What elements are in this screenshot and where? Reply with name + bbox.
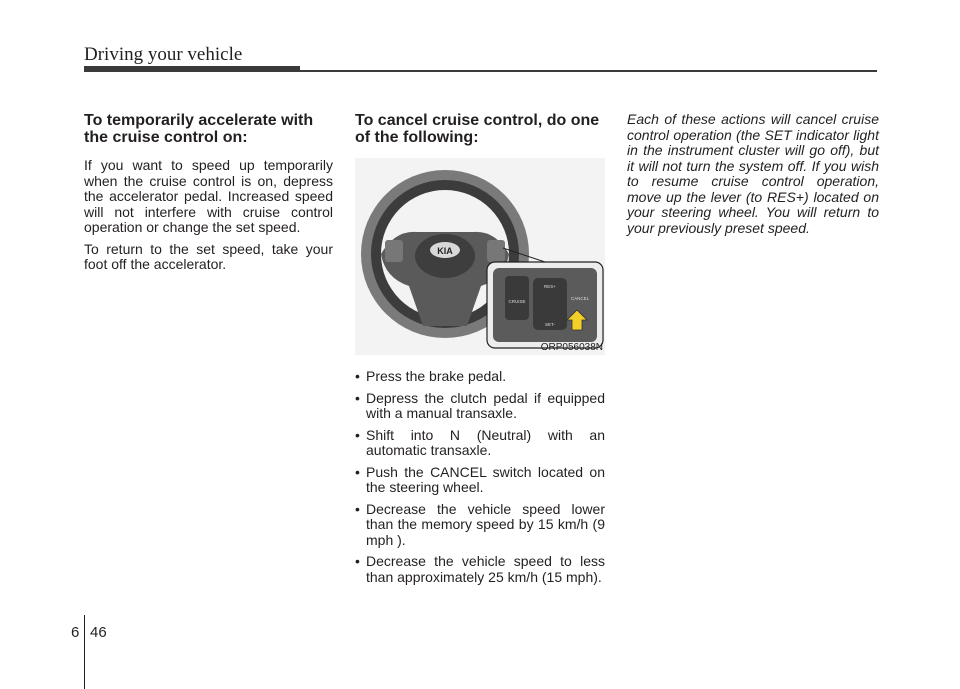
footer-divider — [84, 615, 85, 689]
figure-code: ORP056038N — [540, 342, 603, 353]
header-rule-thick — [84, 66, 300, 72]
res-label: RES+ — [544, 284, 556, 289]
section-heading-accelerate: To temporarily accelerate with the cruise control on: — [84, 112, 314, 146]
list-item: • Decrease the vehicle speed lower than the memory speed by 15 km/h (9 mph ). — [355, 500, 605, 548]
paragraph-return-speed: To return to the set speed, take your foot off the accelerator. — [84, 240, 333, 272]
steering-wheel-illustration — [355, 158, 605, 355]
cruise-button-label: CRUISE — [508, 299, 526, 304]
cancel-methods-list — [355, 369, 605, 585]
list-item: • Depress the clutch pedal if equipped with a manual transaxle. — [355, 389, 605, 421]
column-middle — [355, 112, 605, 591]
column-right — [627, 112, 879, 236]
header-rule-thin — [300, 70, 877, 72]
right-switch-cluster — [487, 240, 505, 262]
set-label: SET- — [544, 322, 556, 327]
steering-wheel-figure — [355, 158, 605, 355]
page-header-title: Driving your vehicle — [84, 44, 243, 65]
bullet-icon: • — [355, 463, 360, 480]
cancel-label: CANCEL — [570, 296, 590, 301]
list-item: • Shift into N (Neutral) with an automatic transaxle. — [355, 426, 605, 458]
left-switch-cluster — [385, 240, 403, 262]
page-number: 46 — [90, 624, 107, 641]
list-item: • Press the brake pedal. — [355, 368, 507, 384]
bullet-icon: • — [355, 553, 360, 569]
kia-logo-text: KIA — [437, 246, 453, 256]
chapter-number: 6 — [71, 624, 80, 641]
bullet-icon: • — [355, 500, 360, 517]
bullet-icon: • — [355, 389, 360, 406]
list-item: • Decrease the vehicle speed to less than approximately 25 km/h (15 mph). — [355, 553, 605, 585]
cruise-button — [505, 276, 529, 320]
section-heading-cancel: To cancel cruise control, do one of the following: — [355, 112, 600, 146]
cancel-note: Each of these actions will cancel cruise control operation (the SET indicator light in the instrument cluster will go off), but it will not turn the system off. If you wish to resume cruise control operation, move up the lever (to RES+) located on your steering wheel. You will return to your previously preset speed. — [627, 111, 879, 236]
paragraph-accelerate: If you want to speed up temporarily when the cruise control is on, depress the accelerator pedal. Increased speed will not interfere with cruise control operation or change the set speed. — [84, 157, 333, 235]
list-item: • Push the CANCEL switch located on the steering wheel. — [355, 463, 605, 495]
bullet-icon: • — [355, 368, 360, 384]
column-left — [84, 112, 333, 279]
bullet-icon: • — [355, 426, 360, 443]
